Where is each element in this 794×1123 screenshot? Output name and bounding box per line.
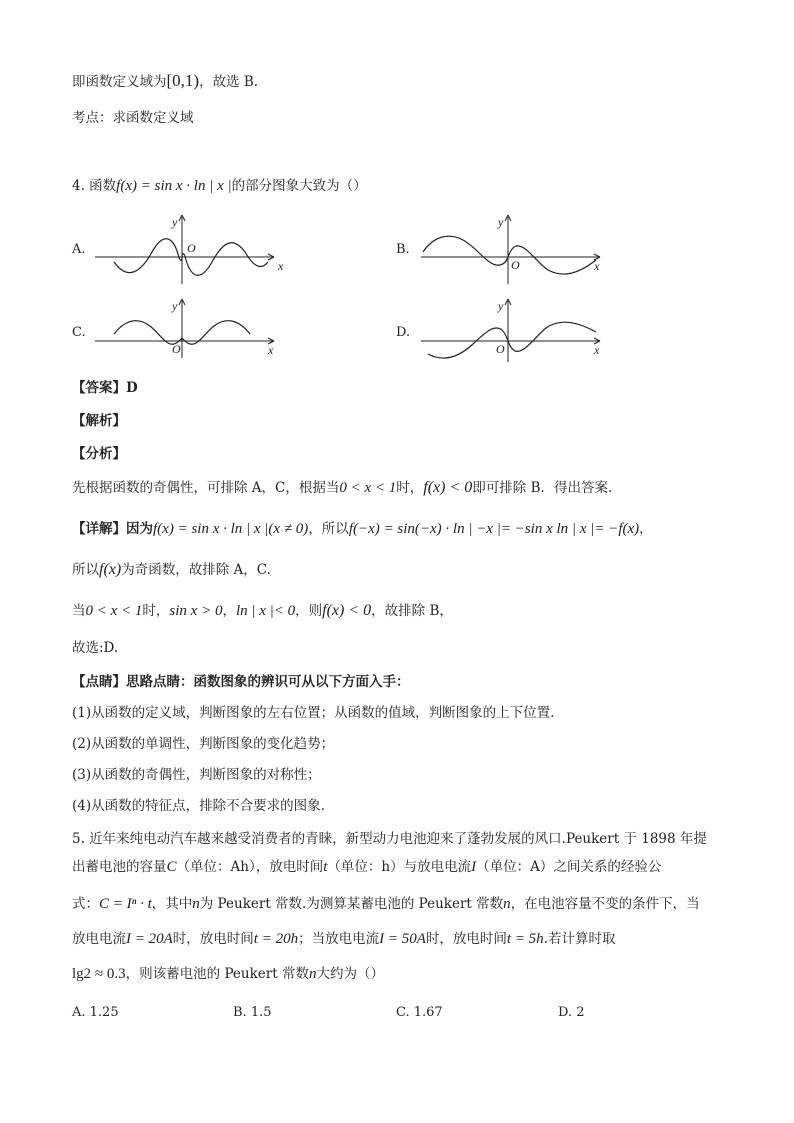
- math: n: [308, 966, 317, 982]
- option-c-graph: [92, 296, 282, 360]
- when-line: [72, 601, 453, 621]
- math: lg2 ≈ 0.3: [72, 966, 126, 982]
- text: 【详解】因为: [72, 521, 153, 537]
- fenxi-body: [72, 478, 612, 498]
- choice-b: B. 1.5: [233, 1005, 272, 1020]
- text-line: 考点：求函数定义域: [72, 110, 194, 126]
- math: 0 < x < 1: [339, 480, 397, 496]
- choose-line: 故选:D.: [72, 640, 119, 656]
- math: f(x): [99, 561, 122, 578]
- math: t = 20h: [253, 931, 299, 947]
- x-label: x: [594, 259, 600, 273]
- fenxi-heading: 【分析】: [72, 446, 126, 462]
- text: 时，放电时间: [172, 931, 254, 947]
- y-label: y: [498, 299, 504, 313]
- text: 【点睛】思路点睛：函数图象的辨识可从以下方面入手：: [72, 674, 410, 690]
- text: ，: [222, 603, 236, 619]
- analysis-heading: 【解析】: [72, 413, 126, 429]
- q5-line-3: [72, 894, 700, 914]
- choice-a: A. 1.25: [72, 1005, 119, 1020]
- curve: [428, 322, 596, 358]
- detail-line: [72, 519, 653, 539]
- math: f(−x) = sin(−x) · ln | −x |= −sin x ln | x |= −f(x): [348, 521, 640, 537]
- option-d-label: D.: [396, 325, 411, 340]
- text: 为 Peukert 常数.为测算某蓄电池的 Peukert 常数: [199, 896, 504, 912]
- math: I: [471, 859, 477, 875]
- tip-item: (1)从函数的定义域，判断图象的左右位置；从函数的值域，判断图象的上下位置.: [72, 705, 555, 721]
- text: ，所以: [308, 521, 349, 537]
- x-label: x: [594, 343, 600, 357]
- tip-item: (4)从函数的特征点，排除不合要求的图象.: [72, 798, 325, 814]
- text: ，在电池容量不变的条件下，当: [510, 896, 700, 912]
- math: 0 < x < 1: [85, 603, 143, 619]
- x-label: x: [268, 343, 274, 357]
- text-line: [72, 71, 258, 92]
- text: 即函数定义域为: [72, 74, 167, 90]
- math: f(x) = sin x · ln | x |: [116, 178, 232, 194]
- option-c-label: C.: [72, 325, 86, 340]
- math: I = 50A: [379, 931, 426, 947]
- option-b-label: B.: [396, 242, 410, 257]
- text: 当: [72, 603, 86, 619]
- y-label: y: [498, 215, 504, 229]
- text: .若计算时取: [543, 931, 616, 947]
- math: n: [192, 896, 200, 912]
- odd-line: [72, 560, 271, 580]
- option-b-graph: [418, 212, 608, 287]
- text: ，则该蓄电池的 Peukert 常数: [125, 966, 309, 982]
- question-4-stem: [72, 176, 367, 196]
- text: 即可排除 B．得出答案.: [472, 480, 613, 496]
- text: 先根据函数的奇偶性，可排除 A，C，根据当: [72, 480, 340, 496]
- text: ；当放电电流: [298, 931, 380, 947]
- text: 放电电流: [72, 931, 126, 947]
- text: （单位：h）与放电电流: [327, 859, 472, 875]
- tip-item: (3)从函数的奇偶性，判断图象的对称性；: [72, 767, 321, 783]
- origin-label: O: [496, 342, 505, 356]
- text: 为奇函数，故排除 A，C.: [121, 562, 271, 578]
- math: f(x) < 0: [322, 602, 372, 619]
- text: ，故排除 B，: [371, 603, 453, 619]
- tip-item: (2)从函数的单调性，判断图象的变化趋势；: [72, 736, 335, 752]
- text: 时，: [142, 603, 170, 619]
- origin-label: O: [172, 342, 181, 356]
- text: 的部分图象大致为（）: [231, 178, 367, 194]
- text: ，: [639, 521, 653, 537]
- text: ，则: [295, 603, 323, 619]
- math: f(x) = sin x · ln | x |(x ≠ 0): [153, 521, 309, 537]
- text: ，其中: [151, 896, 193, 912]
- math: sin x > 0: [169, 603, 223, 619]
- choice-c: C. 1.67: [396, 1005, 443, 1020]
- y-label: y: [172, 215, 178, 229]
- math: C = Iⁿ · t: [99, 896, 152, 912]
- text: 大约为（）: [316, 966, 384, 982]
- math: [0,1): [166, 71, 200, 90]
- text: （单位：A）之间关系的经验公: [476, 859, 662, 875]
- text: 时，放电时间: [425, 931, 507, 947]
- tip-heading: [72, 672, 410, 692]
- q5-line-4: [72, 929, 615, 949]
- math: t = 5h: [506, 931, 544, 947]
- q5-line-1: 5. 近年来纯电动汽车越来越受消费者的青睐，新型动力电池迎来了蓬勃发展的风口.Peukert 于 1898 年提: [72, 831, 707, 847]
- q5-line-2: [72, 857, 661, 877]
- option-a-label: A.: [72, 242, 86, 257]
- option-d-graph: [418, 296, 608, 364]
- option-a-graph: [92, 212, 282, 287]
- text: 4. 函数: [72, 178, 117, 194]
- x-label: x: [278, 259, 284, 273]
- text: ，故选 B.: [199, 74, 259, 90]
- y-label: y: [172, 299, 178, 313]
- q5-line-5: [72, 964, 384, 984]
- math: f(x) < 0: [423, 479, 473, 496]
- math: ln | x |< 0: [235, 603, 296, 619]
- math: t: [323, 859, 328, 875]
- text: 时，: [396, 480, 424, 496]
- math: n: [503, 896, 511, 912]
- origin-label: O: [511, 258, 520, 272]
- text: 式：: [72, 896, 99, 912]
- answer-heading: 【答案】D: [72, 380, 138, 396]
- math: C: [166, 859, 177, 875]
- text: （单位：Ah），放电时间: [176, 859, 324, 875]
- curve: [423, 236, 596, 274]
- text: 所以: [72, 562, 99, 578]
- choice-d: D. 2: [558, 1005, 585, 1020]
- math: I = 20A: [126, 931, 173, 947]
- origin-label: O: [187, 241, 196, 255]
- text: 出蓄电池的容量: [72, 859, 167, 875]
